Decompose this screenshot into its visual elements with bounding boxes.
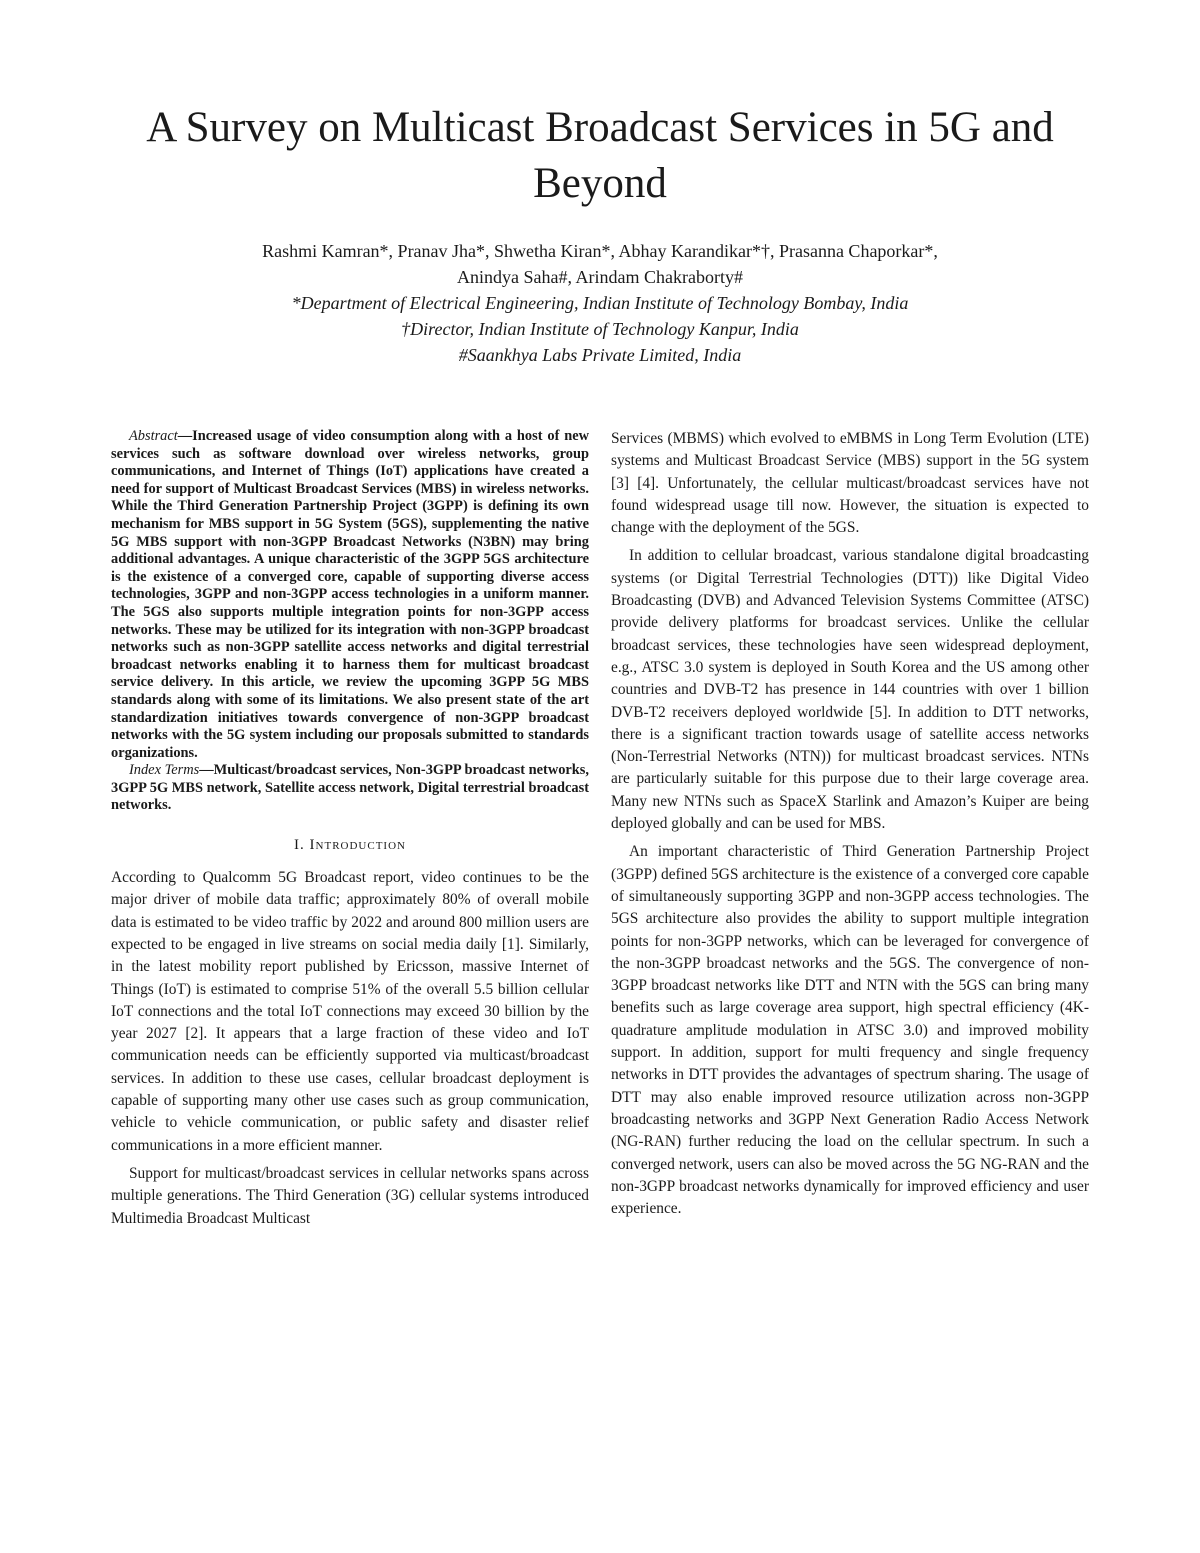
index-terms-label: Index Terms (129, 762, 200, 779)
intro-paragraph-2-continued: Services (MBMS) which evolved to eMBMS in Long Term Evolution (LTE) systems and Multicast Broadcast Service (MBS) support in the 5G system [3] [4]. Unfortunately, the cellular multicast/broadcast services have not found widespread usage till now. However, the situation is expected to change with the deployment of the 5GS. (611, 430, 1089, 537)
affiliation-list (80, 290, 1120, 368)
right-column (611, 428, 1089, 1226)
abstract-text: —Increased usage of video consumption along with a host of new services such as software download over wireless networks, group communications, and Internet of Things (IoT) applications have created a need for support of Multicast Broadcast Services (MBS) in wireless networks. While the Third Generation Partnership Project (3GPP) is defining its own mechanism for MBS support in 5G System (5GS), supplementing the native 5G MBS support with non-3GPP Broadcast Networks (N3BN) may bring additional advantages. A unique characteristic of the 3GPP 5GS architecture is the existence of a converged core, capable of supporting diverse access technologies, 3GPP and non-3GPP access technologies in a uniform manner. The 5GS also supports multiple integration points for non-3GPP access networks. These may be utilized for its integration with non-3GPP broadcast networks such as non-3GPP satellite access networks and digital terrestrial broadcast networks enabling it to harness them for multicast broadcast service delivery. In this article, we review the upcoming 3GPP 5G MBS standards along with some of its limitations. We also present state of the art standardization initiatives towards convergence of non-3GPP broadcast networks with the 5G system including our proposals submitted to standards organizations. (111, 428, 589, 761)
paper-title: A Survey on Multicast Broadcast Services in 5G and Beyond (146, 104, 1054, 207)
intro-paragraph-1: According to Qualcomm 5G Broadcast report, video continues to be the major driver of mobile data traffic; approximately 80% of overall mobile data is estimated to be video traffic by 2022 and around 800 million users are expected to be engaged in live streams on social media daily [1]. Similarly, in the latest mobility report published by Ericsson, massive Internet of Things (IoT) is estimated to comprise 51% of the overall 5.5 billion cellular IoT connections and the total IoT connections may exceed 30 billion by the year 2027 [2]. It appears that a large fraction of these video and IoT communication needs can be efficiently supported via multicast/broadcast services. In addition to these use cases, cellular broadcast deployment is capable of supporting many other use cases such as group communication, vehicle to vehicle communication, or public safety and disaster relief communications in a more efficient manner. (111, 869, 589, 1154)
author-list (80, 238, 1120, 290)
affiliation-iit-bombay: *Department of Electrical Engineering, Indian Institute of Technology Bombay, India (291, 293, 909, 313)
section-number: I. (294, 837, 305, 854)
index-terms (111, 762, 589, 815)
section-heading-introduction (111, 835, 589, 855)
abstract (111, 428, 589, 762)
section-title: Introduction (309, 837, 406, 854)
author-line-1: Rashmi Kamran*, Pranav Jha*, Shwetha Kiran*, Abhay Karandikar*†, Prasanna Chaporkar*, (262, 241, 938, 261)
affiliation-iit-kanpur: †Director, Indian Institute of Technology Kanpur, India (401, 319, 799, 339)
left-column (111, 428, 589, 1236)
abstract-label: Abstract (129, 428, 178, 444)
affiliation-saankhya: #Saankhya Labs Private Limited, India (458, 345, 742, 365)
intro-paragraph-4: An important characteristic of Third Generation Partnership Project (3GPP) defined 5GS architecture is the existence of a converged core capable of simultaneously supporting 3GPP and non-3GPP access technologies. The 5GS architecture also provides the ability to support multiple integration points for non-3GPP networks, which can be leveraged for convergence of the non-3GPP broadcast networks and the 5GS. The convergence of non-3GPP broadcast networks like DTT and NTN with the 5GS can bring many benefits such as large coverage area support, high spectral efficiency (4K-quadrature amplitude modulation in ATSC 3.0) and improved mobility support. In addition, support for multi frequency and single frequency networks in DTT provides the advantages of spectrum sharing. The usage of DTT may also enable improved resource utilization across non-3GPP broadcasting networks and 3GPP Next Generation Radio Access Network (NG-RAN) further reducing the load on the cellular spectrum. In such a converged network, users can also be moved across the 5G NG-RAN and the non-3GPP broadcast networks dynamically for improved efficiency and user experience. (611, 843, 1089, 1218)
index-terms-text: —Multicast/broadcast services, Non-3GPP broadcast networks, 3GPP 5G MBS network, Satellite access network, Digital terrestrial broadcast networks. (111, 762, 590, 814)
intro-paragraph-3: In addition to cellular broadcast, various standalone digital broadcasting systems (or Digital Terrestrial Technologies (DTT)) like Digital Video Broadcasting (DVB) and Advanced Television Systems Committee (ATSC) provide delivery platforms for broadcast services. Unlike the cellular broadcast services, these technologies have seen widespread deployment, e.g., ATSC 3.0 system is deployed in South Korea and the US among other countries and DVB-T2 has presence in 144 countries with over 1 billion DVB-T2 receivers deployed worldwide [5]. In addition to DTT networks, there is a significant traction towards usage of satellite access networks (Non-Terrestrial Networks (NTN)) for multicast broadcast services. NTNs are particularly suitable for this purpose due to their large coverage area. Many new NTNs such as SpaceX Starlink and Amazon’s Kuiper are being deployed globally and can be used for MBS. (611, 547, 1089, 833)
author-line-2: Anindya Saha#, Arindam Chakraborty# (457, 267, 743, 287)
intro-paragraph-2: Support for multicast/broadcast services in cellular networks spans across multiple generations. The Third Generation (3G) cellular systems introduced Multimedia Broadcast Multicast (111, 1164, 589, 1227)
